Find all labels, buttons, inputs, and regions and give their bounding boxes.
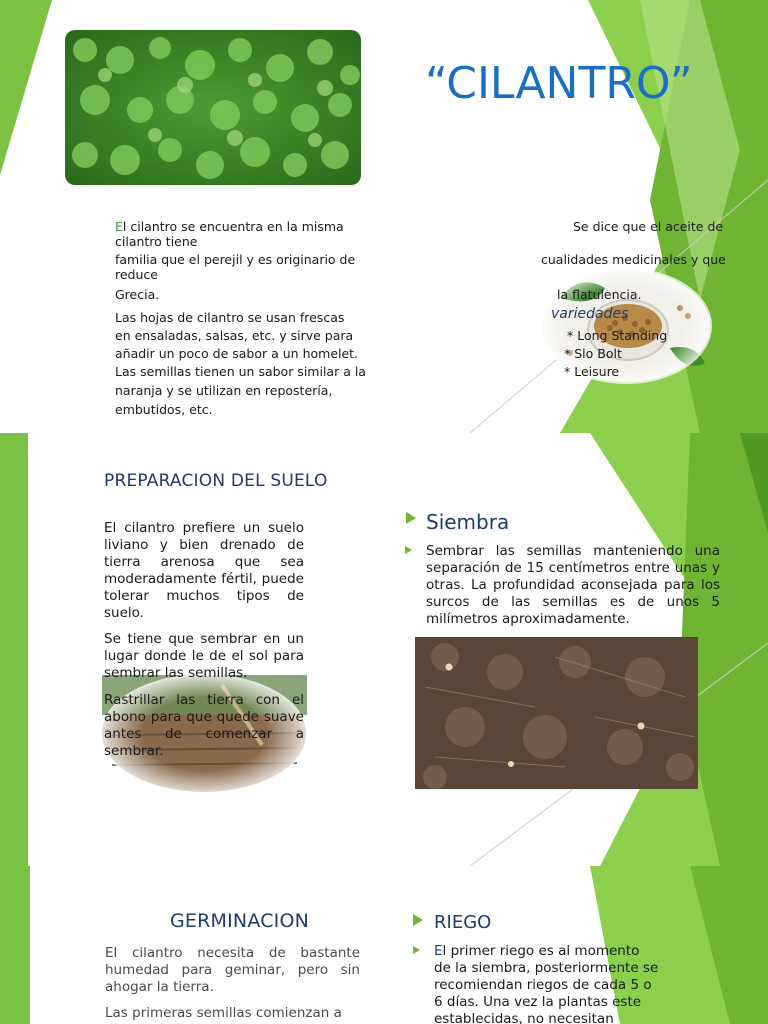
riego-line-4: 6 días. Una vez la plantas este [434,994,642,1010]
slide-soil-preparation [0,433,768,866]
riego-line-3: recomiendan riegos de cada 5 o [434,977,652,993]
intro-line-7: en ensaladas, salsas, etc. y sirve para [115,328,354,343]
soil-seeds-image [415,637,698,789]
intro-line-11: embutidos, etc. [115,402,213,417]
bullet-arrow-icon [405,546,412,554]
intro-line-6: Las hojas de cilantro se usan frescas [115,310,345,325]
germination-paragraph-2: Las primeras semillas comienzan a [105,1005,342,1021]
intro-line-2: cilantro tiene [115,234,198,249]
variety-item: * Slo Bolt [564,346,622,361]
intro-line-5: Grecia. [115,287,160,302]
riego-line-2: de la siembra, posteriormente se [434,960,659,976]
riego-line-1-text: l primer riego es al momento [442,943,640,959]
soil-paragraph-3: Rastrillar las tierra con el abono para que quede suave antes de comenzar a sembrar. [104,692,304,759]
intro-line-4: reduce [115,267,158,282]
left-green-bar [0,433,28,866]
riego-line-1 [434,943,639,960]
slide-germination [0,866,768,1024]
oil-line-2: cualidades medicinales y que [541,252,726,267]
slide-cilantro-intro [0,0,768,433]
section-heading-germination: GERMINACION [170,910,310,932]
section-heading-riego: RIEGO [434,912,492,933]
variety-item: * Leisure [564,364,620,379]
bullet-arrow-icon [406,512,416,524]
intro-line-8: añadir un poco de sabor a un homelet. [115,346,359,361]
varieties-title: variedades [551,306,629,322]
riego-line-5: establecidas, no necesitan [434,1011,614,1024]
germination-paragraph-1: El cilantro necesita de bastante humedad para geminar, pero sin ahogar la tierra. [105,945,360,995]
left-green-wedge [0,0,52,175]
soil-paragraph-2: Se tiene que sembrar en un lugar donde le de el sol para sembrar las semillas. [104,631,304,681]
variety-item: * Long Standing [567,328,668,343]
intro-line-1-text: l cilantro se encuentra en la misma [122,219,344,234]
bullet-arrow-icon [413,946,420,954]
section-heading-siembra: Siembra [426,510,510,534]
soil-paragraph-1: El cilantro prefiere un suelo liviano y bien drenado de tierra arenosa que sea moderadamente fértil, puede tolerar muchos tipos de suelo. [104,520,304,621]
intro-line-9: Las semillas tienen un sabor similar a la [115,364,366,379]
left-green-bar [0,866,30,1024]
page-title: “CILANTRO” [425,58,693,109]
intro-line-1 [115,219,344,234]
intro-line-3: familia que el perejil y es originario de [115,252,356,267]
drop-initial: E [115,219,123,234]
drop-initial: E [434,943,443,959]
intro-line-10: naranja y se utilizan en repostería, [115,383,333,398]
cilantro-leaves-image [65,30,361,185]
siembra-paragraph: Sembrar las semillas manteniendo una separación de 15 centímetros entre unas y otras. La profundidad aconsejada para los surcos de las semillas es de unos 5 milímetros aproximadamente. [426,543,720,627]
section-heading-soil: PREPARACION DEL SUELO [104,471,328,491]
oil-line-1: Se dice que el aceite de [573,219,724,234]
oil-line-3: la flatulencia. [557,287,642,302]
bullet-arrow-icon [413,914,423,926]
